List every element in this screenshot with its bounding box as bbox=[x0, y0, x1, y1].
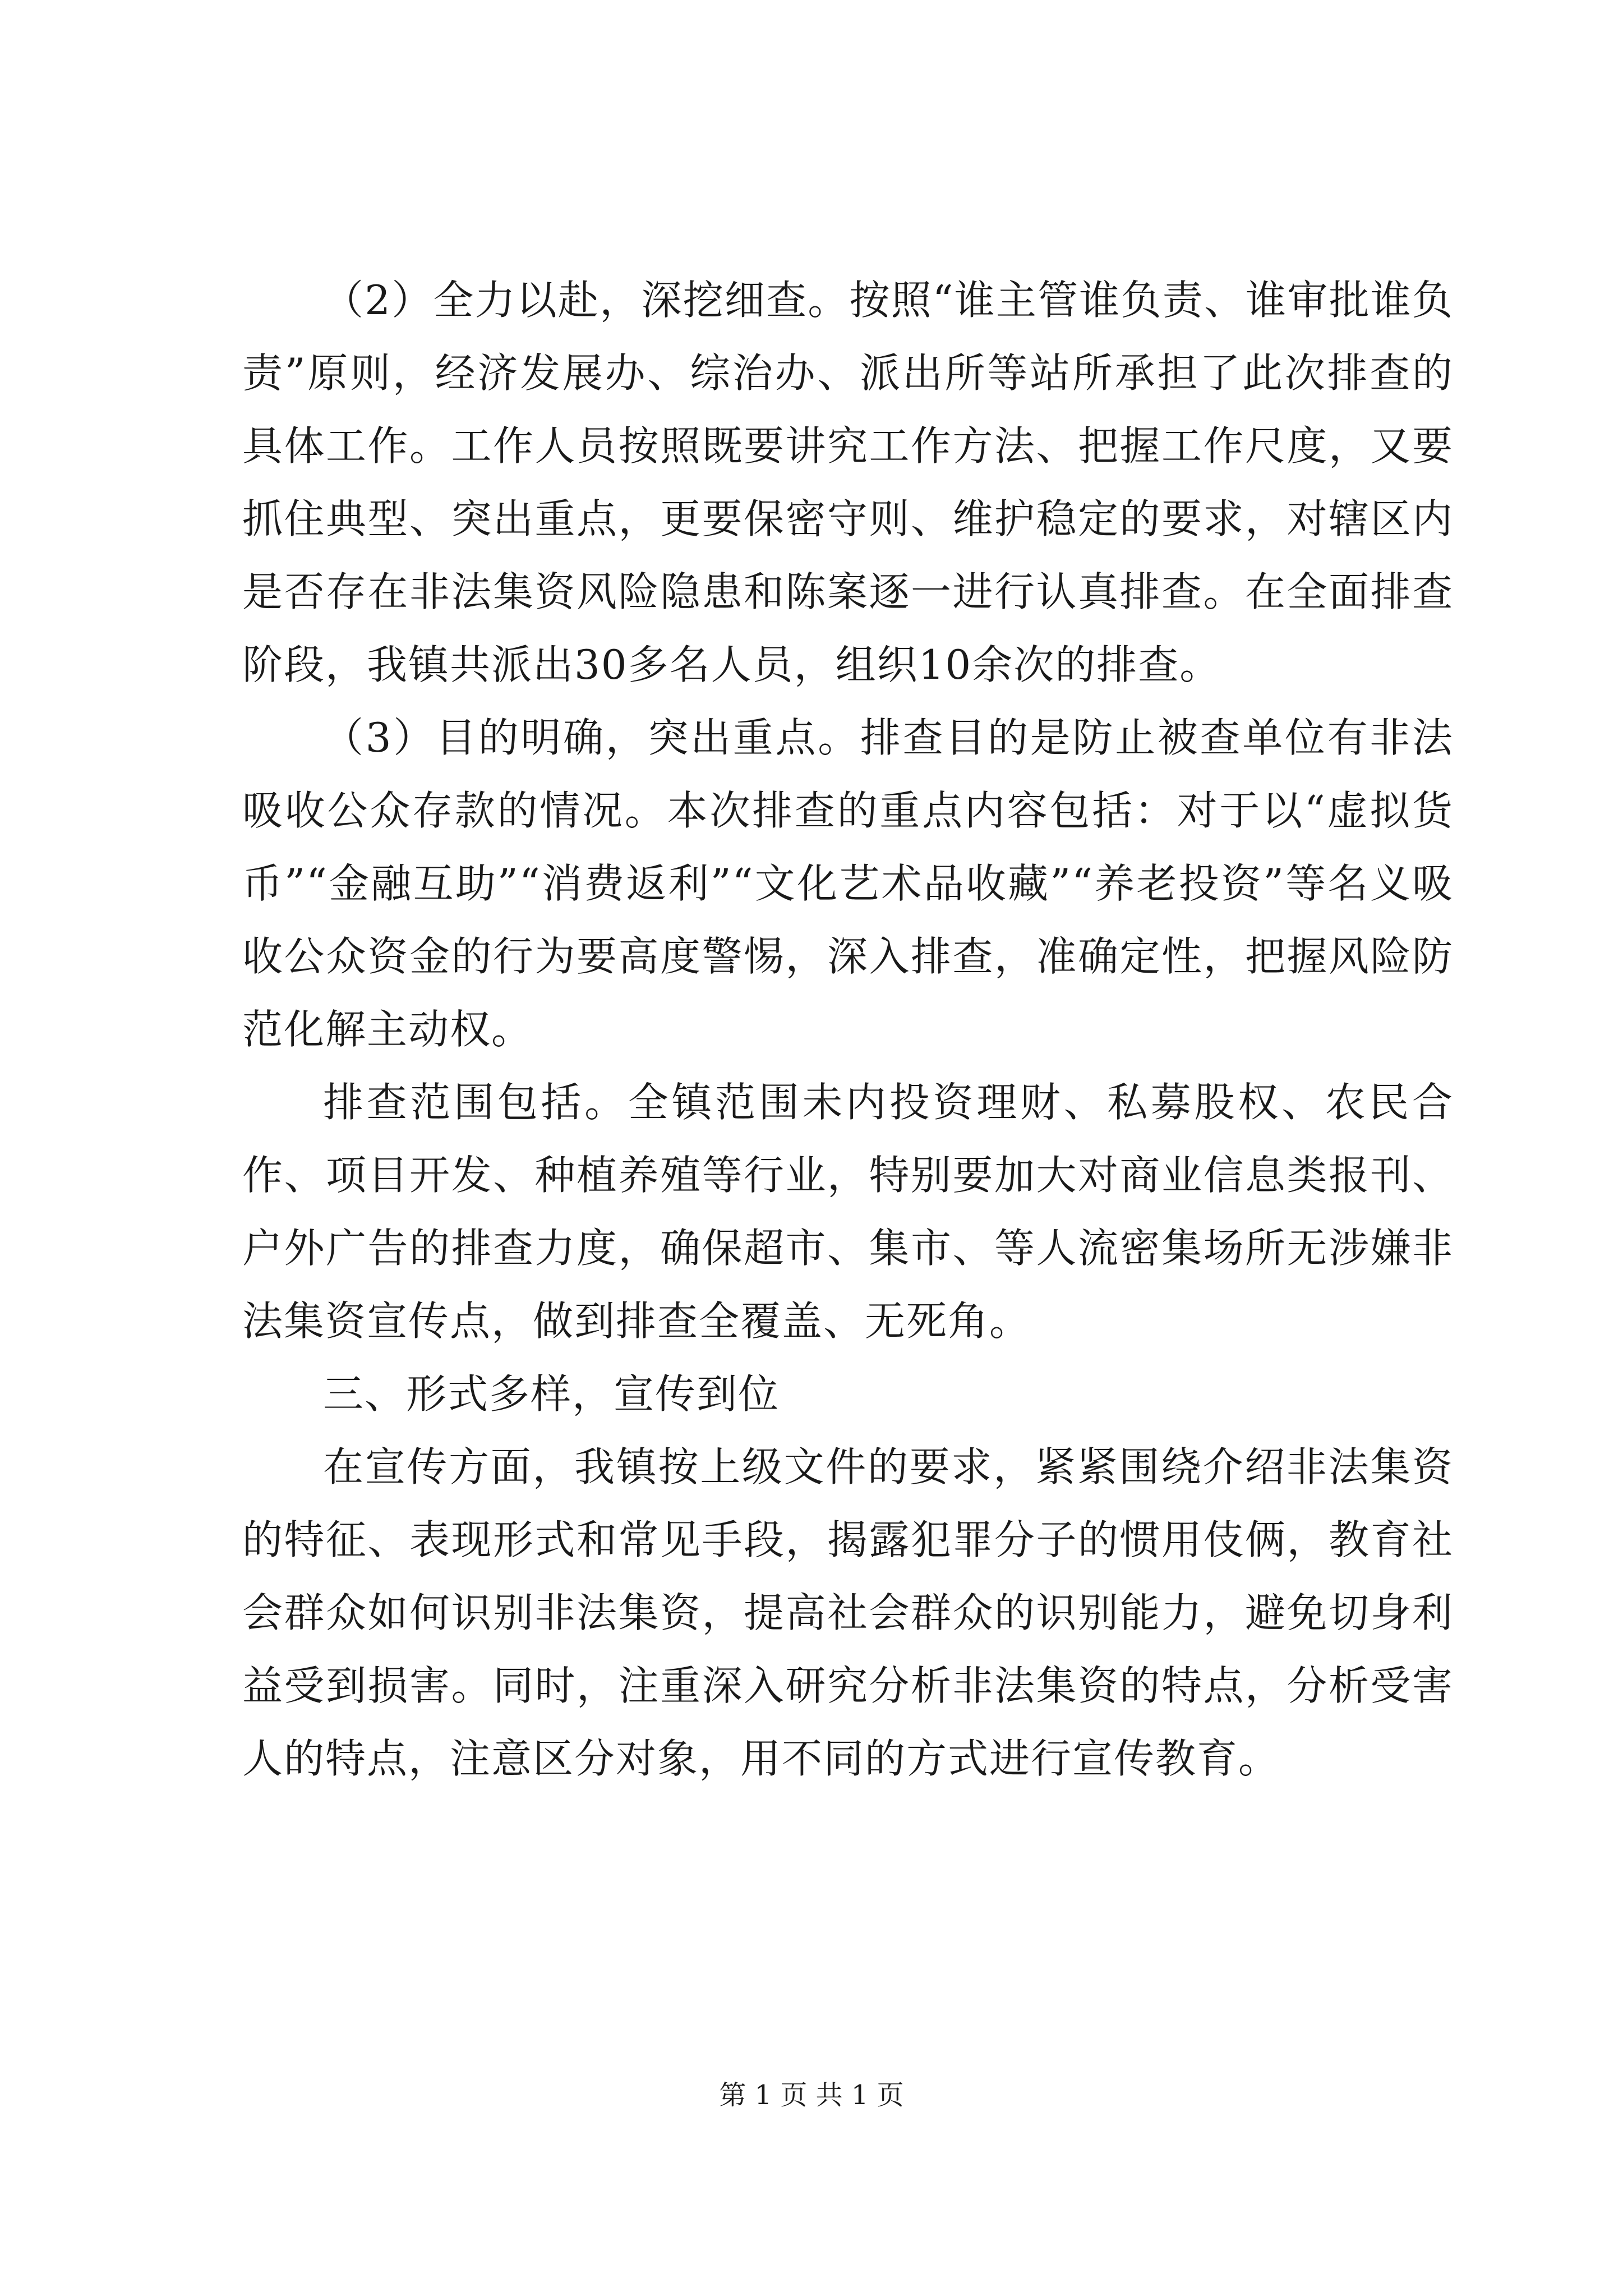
section-heading-publicity: 三、形式多样，宣传到位 bbox=[323, 1370, 780, 1418]
paragraph-investigation-focus: （3）目的明确，突出重点。排查目的是防止被查单位有非法吸收公众存款的情况。本次排查的重点内容包括：对于以“虚拟货币”“金融互助”“消费返利”“文化艺术品收藏”“养老投资”等名义吸收公众资金的行为要高度警惕，深入排查，准确定性，把握风险防范化解主动权。 bbox=[242, 714, 1454, 1053]
document-body bbox=[242, 264, 1454, 1795]
paragraph-investigation-scope: 排查范围包括。全镇范围未内投资理财、私募股权、农民合作、项目开发、种植养殖等行业，特别要加大对商业信息类报刊、户外广告的排查力度，确保超市、集市、等人流密集场所无涉嫌非法集资宣传点，做到排查全覆盖、无死角。 bbox=[242, 1079, 1454, 1345]
page-footer: 第 1 页 共 1 页 bbox=[719, 2079, 904, 2111]
paragraph-investigation-work: （2）全力以赴，深挖细查。按照“谁主管谁负责、谁审批谁负责”原则，经济发展办、综治办、派出所等站所承担了此次排查的具体工作。工作人员按照既要讲究工作方法、把握工作尺度，又要抓住典型、突出重点，更要保密守则、维护稳定的要求，对辖区内是否存在非法集资风险隐患和陈案逐一进行认真排查。在全面排查阶段，我镇共派出30多名人员，组织10余次的排查。 bbox=[242, 277, 1454, 688]
paragraph-publicity: 在宣传方面，我镇按上级文件的要求，紧紧围绕介绍非法集资的特征、表现形式和常见手段，揭露犯罪分子的惯用伎俩，教育社会群众如何识别非法集资，提高社会群众的识别能力，避免切身利益受到损害。同时，注重深入研究分析非法集资的特点，分析受害人的特点，注意区分对象，用不同的方式进行宣传教育。 bbox=[242, 1443, 1454, 1782]
